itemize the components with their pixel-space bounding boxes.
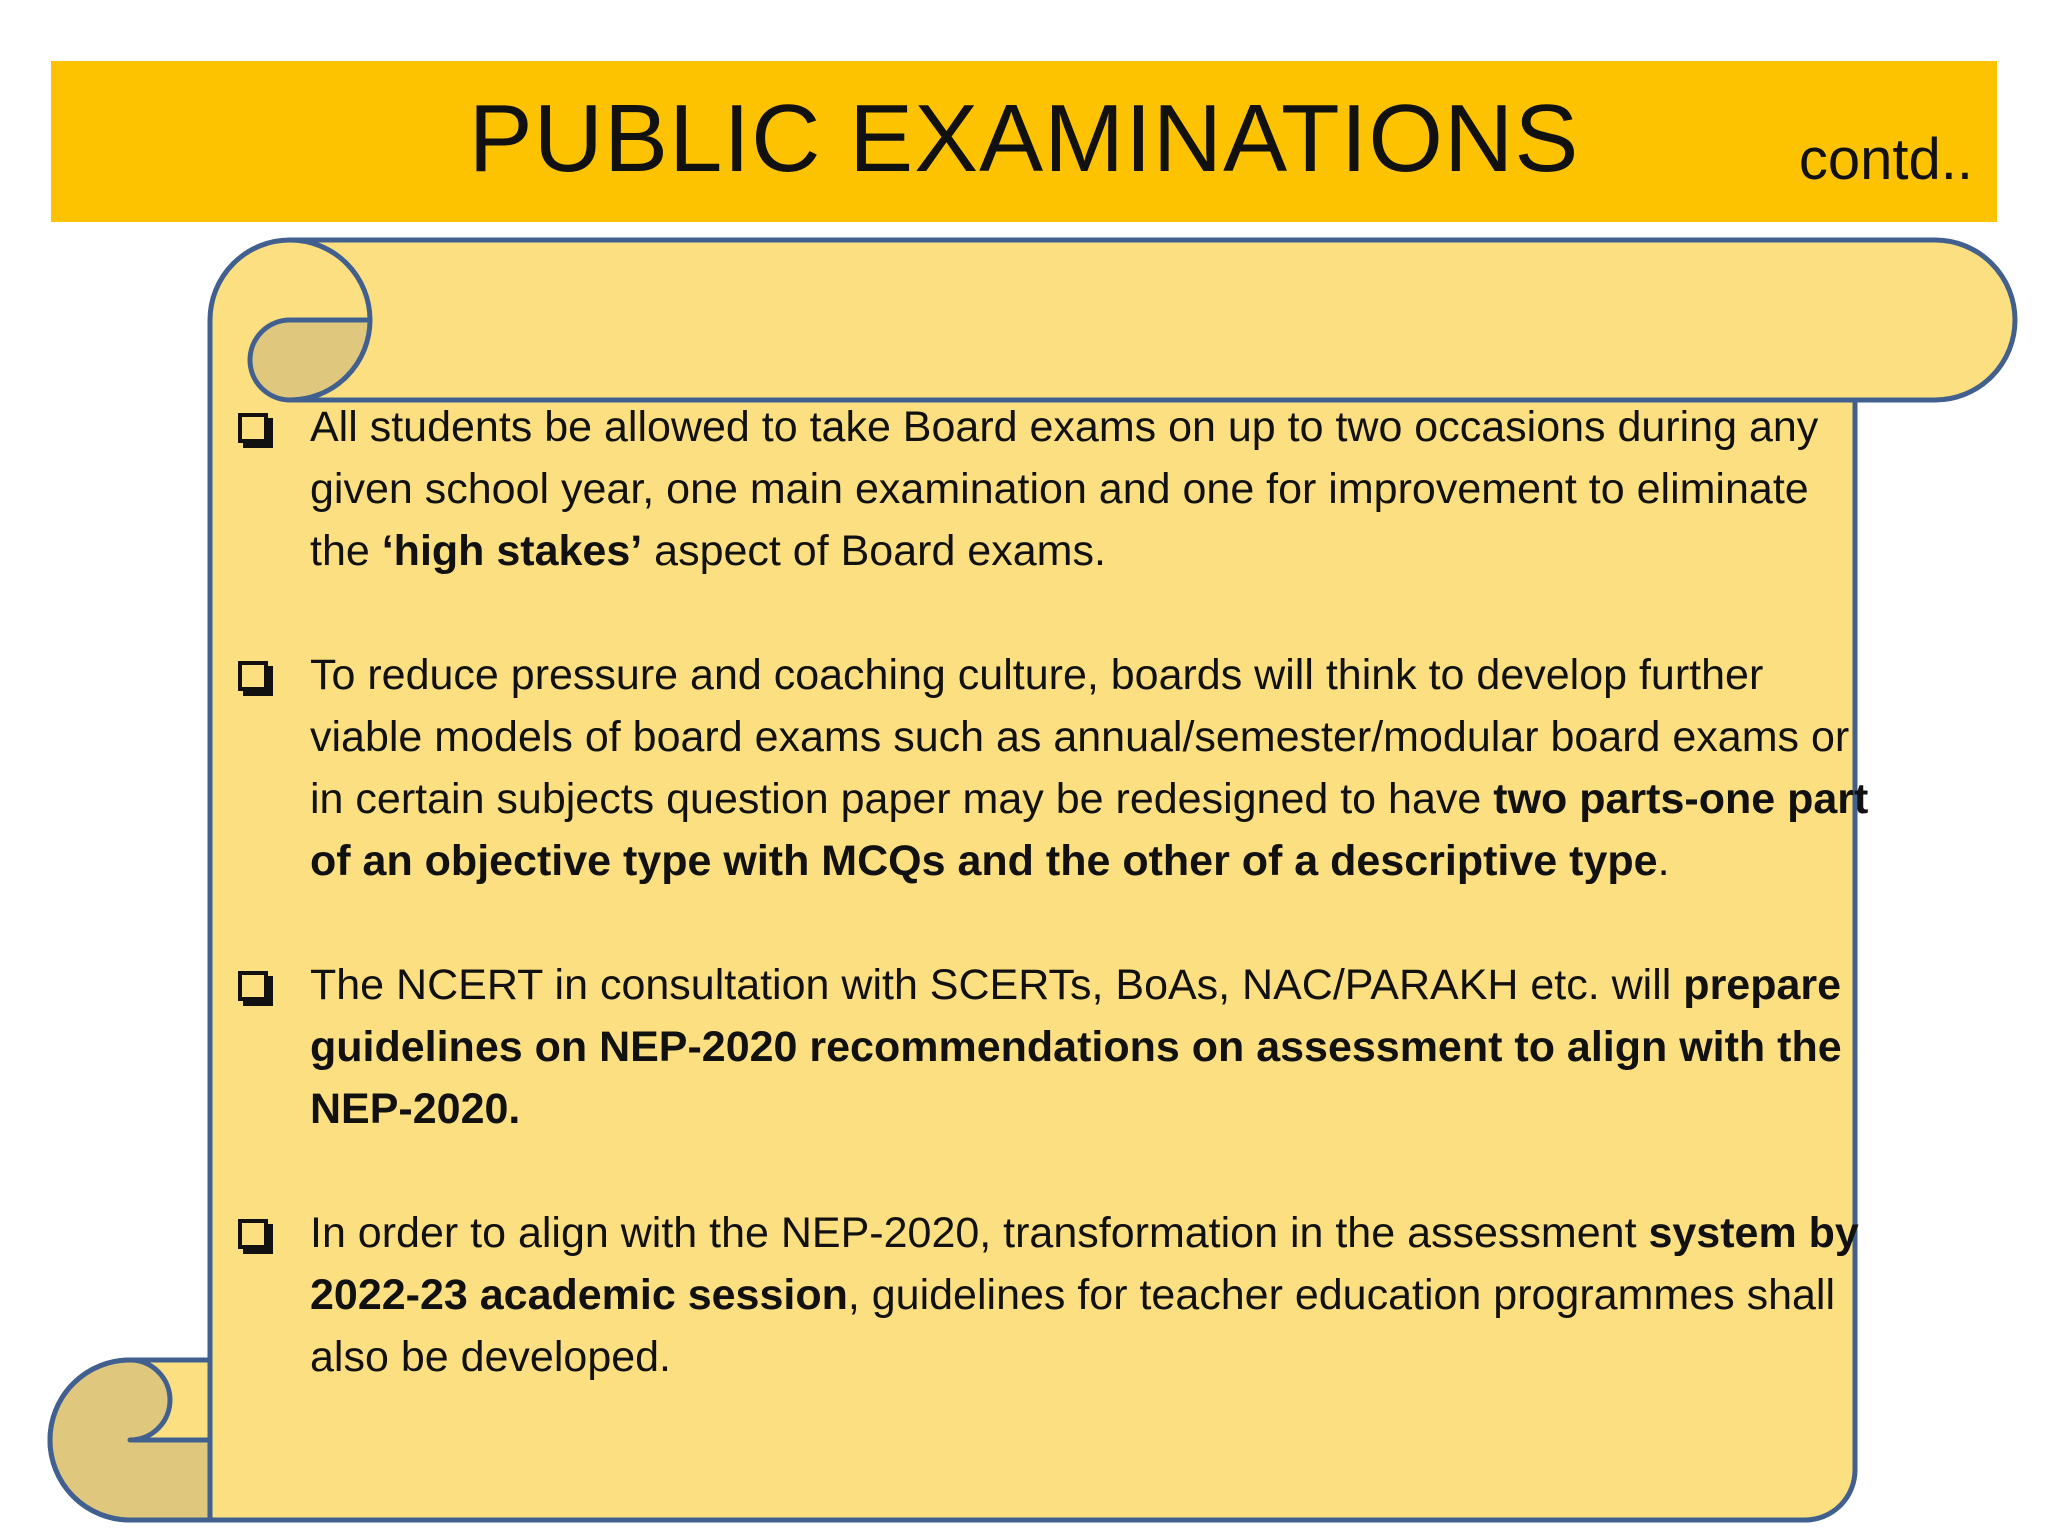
- bullet-bold-text: prepare guidelines on NEP-2020 recommendations on assessment to align with the NEP-2020.: [310, 961, 1842, 1133]
- bullet-item-board-exams: [230, 396, 1870, 582]
- bullet-bold-text: two parts-one part of an objective type with MCQs and the other of a descriptive type: [310, 775, 1869, 885]
- checkbox-bullet-icon: [238, 971, 268, 1001]
- checkbox-bullet-icon: [238, 661, 268, 691]
- bullet-text: In order to align with the NEP-2020, transformation in the assessment: [310, 1209, 1649, 1257]
- bullet-bold-text: ‘high stakes’: [381, 527, 643, 575]
- bullet-item-transformation: [230, 1202, 1870, 1388]
- page-title: PUBLIC EXAMINATIONS: [468, 85, 1580, 192]
- bullet-item-ncert-guidelines: [230, 954, 1870, 1140]
- bullet-text: .: [1657, 837, 1670, 885]
- bullet-text: The NCERT in consultation with SCERTs, BoAs, NAC/PARAKH etc. will: [310, 961, 1684, 1009]
- title-contd-label: contd..: [1798, 127, 1973, 192]
- checkbox-bullet-icon: [238, 413, 268, 443]
- checkbox-bullet-icon: [238, 1219, 268, 1249]
- bullet-text: All students be allowed to take Board exams on up to two occasions during any given school year, one main examination and one for improvement to eliminate the: [310, 403, 1819, 575]
- bullet-list: [230, 396, 1870, 1450]
- bullet-bold-text: system by 2022-23 academic session: [310, 1209, 1859, 1319]
- bullet-text: To reduce pressure and coaching culture, boards will think to develop further viable models of board exams such as annual/semester/modular board exams or in certain subjects question paper may be redesigned to have: [310, 651, 1850, 823]
- bullet-text: , guidelines for teacher education programmes shall also be developed.: [310, 1271, 1836, 1381]
- bullet-text: aspect of Board exams.: [642, 527, 1106, 575]
- bullet-item-reduce-pressure: [230, 644, 1870, 892]
